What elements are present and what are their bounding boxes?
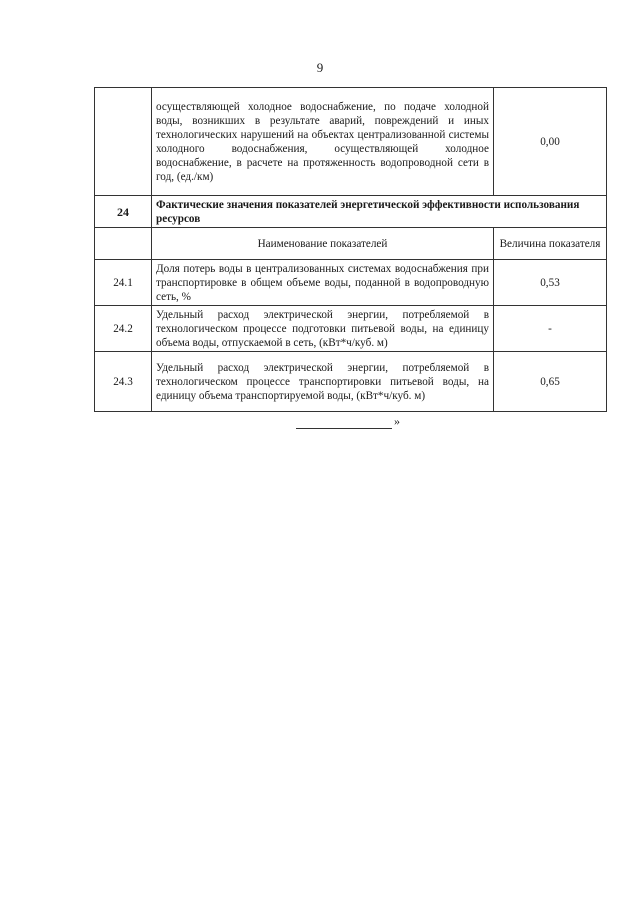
indicator-name: осуществляющей холодное водоснабжение, по подаче холодной воды, возникших в результате аварий, повреждений и иных технологических нарушений на объектах централизованной системы холодного водоснабжения, осуществляющей холодное водоснабжение, в расчете на протяженность водопроводной сети в год, (ед./км): [152, 88, 494, 196]
row-number: 24.3: [95, 352, 152, 412]
row-number: 24.2: [95, 306, 152, 352]
closing-line: [296, 418, 392, 429]
indicator-value: 0,65: [494, 352, 607, 412]
row-number: [95, 88, 152, 196]
indicator-name: Доля потерь воды в централизованных системах водоснабжения при транспортировке в общем объеме воды, поданной в водопроводную сеть, %: [152, 260, 494, 306]
indicator-value: 0,00: [494, 88, 607, 196]
table-row: [95, 306, 607, 352]
indicator-value: 0,53: [494, 260, 607, 306]
header-row: [95, 228, 607, 260]
page-number: 9: [316, 60, 324, 75]
indicator-name: Удельный расход электрической энергии, потребляемой в технологическом процессе подготовки питьевой воды, на единицу объема воды, отпускаемой в сеть, (кВт*ч/куб. м): [152, 306, 494, 352]
closing-quote: »: [394, 414, 400, 428]
table-row: [95, 352, 607, 412]
closing-mark: [296, 414, 400, 429]
table-row: [95, 260, 607, 306]
indicators-table: [94, 87, 607, 412]
section-row: [95, 196, 607, 228]
section-number: 24: [95, 196, 152, 228]
indicator-name: Удельный расход электрической энергии, потребляемой в технологическом процессе транспортировки питьевой воды, на единицу объема транспортируемой воды, (кВт*ч/куб. м): [152, 352, 494, 412]
row-number: 24.1: [95, 260, 152, 306]
header-name: Наименование показателей: [152, 228, 494, 260]
section-title: Фактические значения показателей энергетической эффективности использования ресурсов: [152, 196, 607, 228]
header-number-cell: [95, 228, 152, 260]
indicator-value: -: [494, 306, 607, 352]
header-value: Величина показателя: [494, 228, 607, 260]
table-row: [95, 88, 607, 196]
